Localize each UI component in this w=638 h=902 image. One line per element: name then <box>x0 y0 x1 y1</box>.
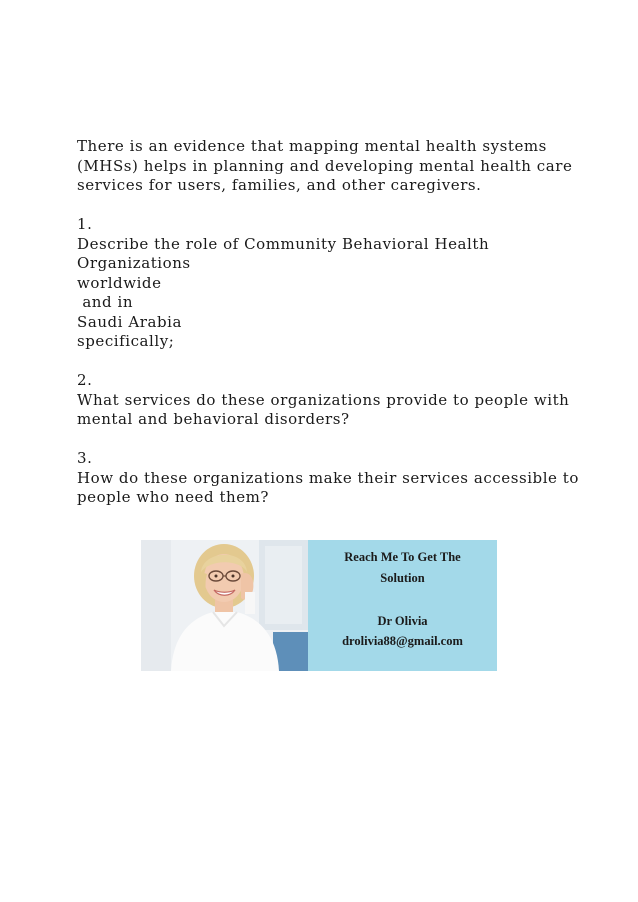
contact-banner <box>141 540 497 671</box>
question-line: mental and behavioral disorders? <box>77 410 350 428</box>
spacer <box>77 352 567 372</box>
banner-headline: Reach Me To Get The <box>344 550 461 564</box>
question-line: What services do these organizations provide to people with <box>77 390 570 409</box>
intro-line: (MHSs) helps in planning and developing mental health care <box>77 156 573 175</box>
spacer <box>77 196 567 216</box>
question-line: Organizations <box>77 254 191 272</box>
question-1 <box>77 215 567 352</box>
intro-line: There is an evidence that mapping mental health systems <box>77 137 547 155</box>
question-number: 2. <box>77 371 93 389</box>
question-3 <box>77 449 579 508</box>
contact-name: Dr Olivia <box>377 614 428 628</box>
question-line: people who need them? <box>77 488 270 506</box>
intro-line: services for users, families, and other caregivers. <box>77 176 482 194</box>
question-line: How do these organizations make their services accessible to <box>77 468 579 487</box>
spacer <box>77 430 567 450</box>
contact-email-link[interactable]: drolivia88@gmail.com <box>342 634 463 648</box>
question-line: Saudi Arabia <box>77 312 182 331</box>
question-2 <box>77 371 570 430</box>
document-body <box>77 137 579 508</box>
intro-paragraph <box>77 137 573 196</box>
banner-headline-continued: Solution <box>380 571 425 585</box>
portrait-photo <box>141 540 308 671</box>
woman-portrait-illustration <box>141 540 308 671</box>
question-line: Describe the role of Community Behavioral Health <box>77 234 490 253</box>
question-number: 1. <box>77 215 93 233</box>
question-number: 3. <box>77 449 93 467</box>
question-line: and in <box>77 293 134 311</box>
question-line: specifically; <box>77 332 175 350</box>
contact-info-panel <box>308 540 497 671</box>
question-line: worldwide <box>77 273 162 292</box>
